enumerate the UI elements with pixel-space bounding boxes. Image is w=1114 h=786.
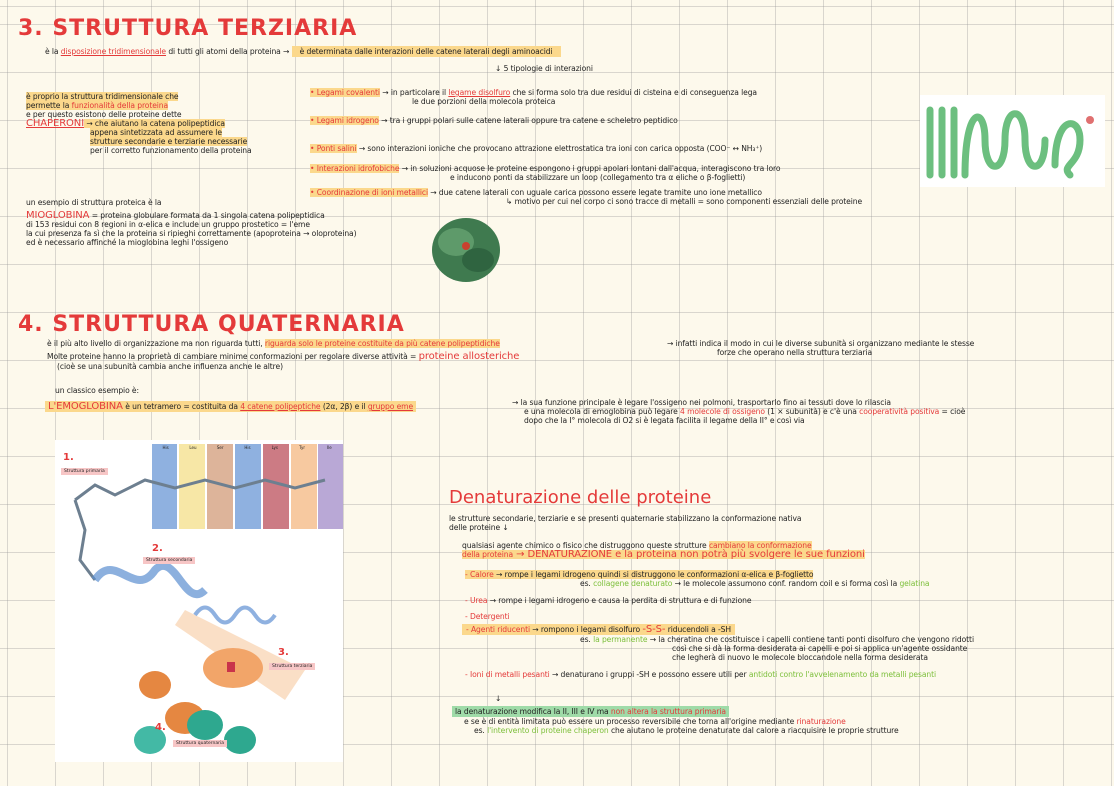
- text: → sono interazioni ioniche che provocano attrazione elettrostatica tra ioni con carica opposta (COO⁻ ↔ NH₃⁺): [358, 144, 763, 153]
- text: l'intervento di proteine chaperon: [487, 726, 609, 735]
- text: e se è di entità limitata può essere un processo reversibile che torna all'origine mediante: [464, 717, 797, 726]
- text: e per questo esistono delle proteine dette: [26, 110, 182, 119]
- residue: His: [244, 445, 251, 450]
- text: → la sua funzione principale è legare l'ossigeno nei polmoni, trasportarlo fino ai tessuti dove lo rilascia: [512, 398, 891, 407]
- text: è proprio la struttura tridimensionale che: [26, 92, 179, 101]
- text: ed è necessario affinché la mioglobina leghi l'ossigeno: [26, 238, 229, 247]
- text: qualsiasi agente chimico o fisico che distruggono queste strutture: [462, 541, 709, 550]
- text: forze che operano nella struttura terziaria: [717, 348, 873, 357]
- text: le strutture secondarie, terziarie e se presenti quaternarie stabilizzano la conformazione nativa: [449, 514, 802, 523]
- text: L'EMOGLOBINA: [48, 401, 123, 412]
- text: es.: [580, 635, 594, 644]
- section-4-forces: [667, 339, 974, 357]
- section-3-title: 3. STRUTTURA TERZIARIA: [18, 16, 358, 41]
- emoglobina-line: [45, 401, 416, 412]
- agent-metalli: [465, 670, 936, 679]
- text: riguarda solo le proteine costituite da più catene polipeptidiche: [264, 339, 500, 348]
- interaction-hydrophobic: [310, 164, 862, 188]
- text: = proteina globulare formata da 1 singola catena polipeptidica: [89, 211, 325, 220]
- text: - Ioni di metalli pesanti: [465, 670, 550, 679]
- text: strutture secondarie e terziarie necessarie: [90, 137, 248, 146]
- allosteric-line: [47, 352, 519, 361]
- text: (1 × subunità) e c'è una: [764, 407, 860, 416]
- text: dopo che la I° molecola di O2 si è legata facilita il legame della II° e così via: [524, 416, 805, 425]
- text: → la cheratina che costituisce i capelli contiene tanti ponti disolfuro che vengono ridotti: [647, 635, 974, 644]
- myoglobin-image: [428, 212, 506, 287]
- denaturazione-definition: [462, 541, 865, 559]
- text: legame disolfuro: [448, 88, 511, 97]
- residue: Ile: [326, 445, 332, 450]
- text: • Coordinazione di ioni metallici: [310, 188, 428, 197]
- text: la permanente: [593, 635, 648, 644]
- text: → che aiutano la catena polipeptidica: [84, 119, 225, 128]
- text: è un tetramero = costituita da: [122, 402, 241, 411]
- text: è il più alto livello di organizzazione ma non riguarda tutti,: [47, 339, 265, 348]
- interaction-metal-ions: [310, 188, 862, 206]
- text: -S-S-: [642, 624, 666, 635]
- text: rinaturazione: [796, 717, 846, 726]
- text: 4 molecole di ossigeno: [680, 407, 765, 416]
- text: • Legami idrogeno: [310, 116, 379, 125]
- figure-number: 1.: [63, 452, 74, 463]
- figure-number: 3.: [278, 647, 289, 658]
- text: collagene denaturato: [593, 579, 673, 588]
- text: cooperatività positiva: [859, 407, 940, 416]
- protein-ribbon-image: [920, 95, 1105, 187]
- residue: Tyr: [299, 445, 305, 450]
- text: un classico esempio è:: [55, 386, 139, 395]
- agent-calore: [465, 570, 929, 588]
- residue-labels: [152, 445, 343, 450]
- residue: Leu: [189, 445, 197, 450]
- text: della proteina: [462, 550, 514, 559]
- emoglobina-function: [512, 398, 965, 425]
- figure-label-tertiary: Struttura terziaria: [269, 663, 315, 670]
- text: es.: [580, 579, 594, 588]
- text: = cioè: [939, 407, 966, 416]
- text: e inducono ponti da stabilizzare un loop (collegamento tra α eliche o β-foglietti): [450, 173, 746, 182]
- denaturazione-title: Denaturazione delle proteine: [449, 487, 712, 508]
- text: non altera la struttura primaria: [610, 707, 726, 716]
- figure-label-quaternary: Struttura quaternaria: [173, 740, 227, 747]
- text: gruppo eme: [367, 402, 414, 411]
- section-4-intro: [47, 339, 500, 348]
- interaction-salt-bridges: [310, 144, 862, 164]
- text: e una molecola di emoglobina può legare: [524, 407, 681, 416]
- residue: Ser: [216, 445, 224, 450]
- text: così che si dà la forma desiderata ai capelli e poi si applica un'agente ossidante: [672, 644, 968, 653]
- text: 4 catene polipeptiche: [240, 402, 321, 411]
- agent-urea: [465, 596, 751, 605]
- figure-drawing: [55, 440, 343, 762]
- text: delle proteine ↓: [449, 523, 509, 532]
- text: che legherà di nuovo le molecole bloccandole nella forma desiderata: [672, 653, 928, 662]
- text: appena sintetizzata ad assumere le: [90, 128, 222, 137]
- agent-riducenti: [462, 624, 974, 662]
- section-4-title: 4. STRUTTURA QUATERNARIA: [18, 312, 405, 337]
- text: che si forma solo tra due residui di cisteina e di conseguenza lega: [510, 88, 757, 97]
- text: → in particolare il: [382, 88, 449, 97]
- residue: His: [162, 445, 169, 450]
- text: • Interazioni idrofobiche: [310, 164, 400, 173]
- types-note: ↓ 5 tipologie di interazioni: [495, 64, 593, 73]
- chaperoni-block: [26, 92, 252, 155]
- text: riducendoli a -SH: [665, 625, 731, 634]
- arrow: ↓: [495, 694, 502, 703]
- text: proteine allosteriche: [418, 351, 520, 362]
- text: → due catene laterali con uguale carica possono essere legate tramite uno ione metallico: [430, 188, 762, 197]
- text: le due porzioni della molecola proteica: [412, 97, 556, 106]
- text: - Agenti riducenti: [466, 625, 530, 634]
- text: di tutti gli atomi della proteina →: [166, 47, 290, 56]
- text: es.: [474, 726, 488, 735]
- text: CHAPERONI: [26, 118, 85, 129]
- text: permette la: [26, 101, 72, 110]
- text: → le molecole assumono conf. random coil e si forma così la: [672, 579, 900, 588]
- text: → tra i gruppi polari sulle catene laterali oppure tra catene e scheletro peptidico: [381, 116, 678, 125]
- text: • Legami covalenti: [310, 88, 380, 97]
- figure-number: 4.: [155, 722, 166, 733]
- text: è la: [45, 47, 61, 56]
- figure-number: 2.: [152, 543, 163, 554]
- text: gelatina: [899, 579, 930, 588]
- text: → rompe i legami idrogeno e causa la perdita di struttura e di funzione: [487, 596, 752, 605]
- text: → in soluzioni acquose le proteine espongono i gruppi apolari lontani dall'acqua, interagiscono tra loro: [401, 164, 781, 173]
- agent-detergenti: - Detergenti: [465, 612, 510, 621]
- interaction-hydrogen: [310, 116, 862, 144]
- text: → infatti indica il modo in cui le diverse subunità si organizzano mediante le stesse: [667, 339, 975, 348]
- denaturazione-conclusion: [452, 706, 899, 735]
- figure-label-primary: Struttura primaria: [61, 468, 108, 475]
- text: la denaturazione modifica la II, III e IV ma: [455, 707, 611, 716]
- text: (2α, 2β) e il: [320, 402, 368, 411]
- text: cambiano la conformazione: [708, 541, 812, 550]
- denaturazione-intro: [449, 514, 801, 532]
- protein-structure-figure: [55, 440, 343, 762]
- highlight: è determinata dalle interazioni delle catene laterali degli aminoacidi: [292, 46, 561, 57]
- interaction-covalent: [310, 88, 862, 116]
- text: - Calore: [465, 570, 494, 579]
- text: • Ponti salini: [310, 144, 357, 153]
- text: ↳ motivo per cui nel corpo ci sono tracce di metalli = sono componenti essenziali delle proteine: [506, 197, 863, 206]
- text: un esempio di struttura proteica è la: [26, 198, 162, 207]
- text: → DENATURAZIONE e la proteina non potrà più svolgere le sue funzioni: [513, 549, 865, 560]
- text: MIOGLOBINA: [26, 210, 90, 221]
- text: funzionalità della proteina: [71, 101, 169, 110]
- text: per il corretto funzionamento della proteina: [90, 146, 252, 155]
- text: antidoti contro l'avvelenamento da metalli pesanti: [748, 670, 937, 679]
- text: → denaturano i gruppi -SH e possono essere utili per: [549, 670, 749, 679]
- interactions-list: [310, 88, 862, 206]
- figure-label-secondary: Struttura secondaria: [143, 557, 195, 564]
- residue: Lys: [271, 445, 278, 450]
- text: disposizione tridimensionale: [60, 47, 167, 56]
- text: → rompe i legami idrogeno quindi si distruggono le conformazioni α-elica e β-foglietto: [493, 570, 814, 579]
- text: → rompono i legami disolfuro: [529, 625, 643, 634]
- text: che aiutano le proteine denaturate dal calore a riacquisire le proprie strutture: [608, 726, 899, 735]
- text: la cui presenza fa sì che la proteina si ripieghi correttamente (apoproteina → oloproteina): [26, 229, 357, 238]
- text: Molte proteine hanno la proprietà di cambiare minime conformazioni per regolare diverse attività =: [47, 352, 419, 361]
- mioglobina-block: [26, 198, 356, 247]
- text: di 153 residui con 8 regioni in α-elica e include un gruppo prostetico = l'eme: [26, 220, 310, 229]
- text: (cioè se una subunità cambia anche influenza anche le altre): [57, 362, 283, 371]
- text: - Urea: [465, 596, 488, 605]
- section-3-intro: [45, 47, 561, 56]
